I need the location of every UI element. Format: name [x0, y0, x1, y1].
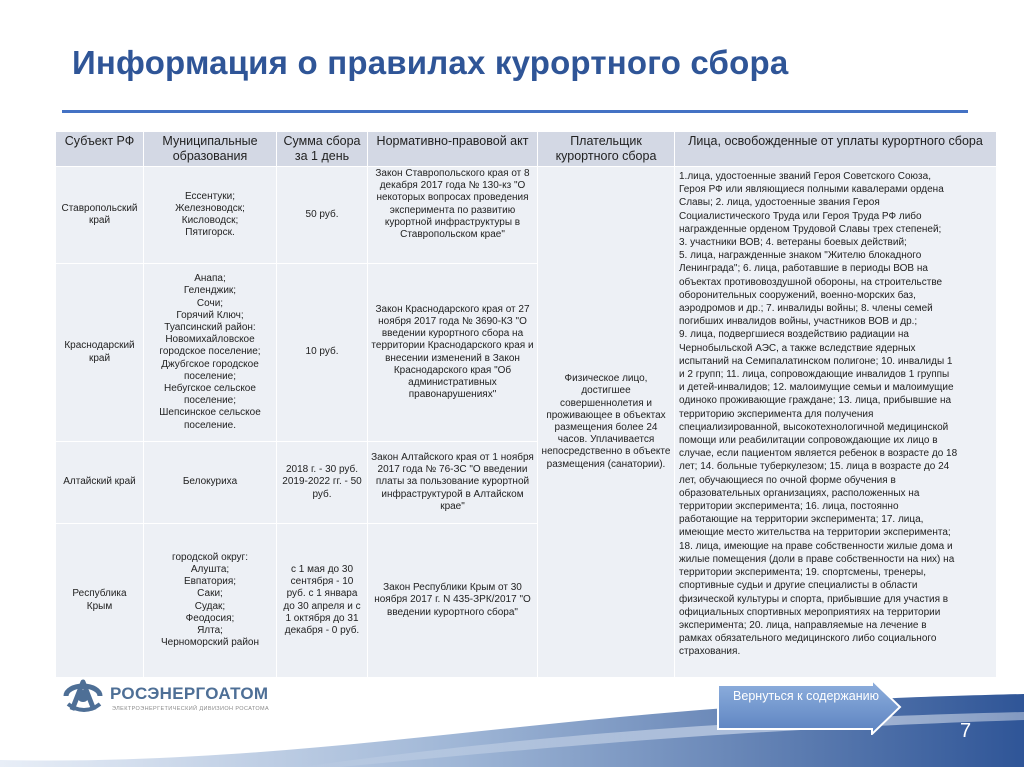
exempt-line: специализированной, высокотехнологичной медицинской — [679, 421, 949, 433]
header-law: Нормативно-правовой акт — [368, 132, 538, 167]
exempt-line: 1.лица, удостоенные званий Героя Советского Союза, — [679, 171, 931, 182]
exempt-line: имеющие место жительства на территории эксперимента; — [679, 527, 951, 539]
law-cell: Закон Алтайского края от 1 ноября 2017 года № 76-ЗС "О введении платы за пользование курортной инфраструктурой в Алтайском крае" — [368, 442, 538, 524]
exempt-line: территории эксперимента; 16. лица, постоянно — [679, 501, 899, 513]
exempt-line: лет, обучающиеся по очной форме обучения в — [679, 474, 896, 486]
law-cell: Закон Краснодарского края от 27 ноября 2017 года № 3690-КЗ "О введении курортного сбора на территории Краснодарского края и внесении изменений в Закон Краснодарского края "Об административных правонарушениях" — [368, 264, 538, 442]
exempt-line: оборонительных сооружений, военно-морских баз, — [679, 289, 916, 301]
municipal-item: Черноморский район — [161, 637, 259, 649]
header-exempt: Лица, освобожденные от уплаты курортного сбора — [675, 132, 997, 167]
exempt-line: Славы; 2. лица, удостоенные звания Героя — [679, 197, 880, 209]
exempt-line: награжденные орденом Трудовой Славы трех степеней; — [679, 223, 942, 235]
municipal-item: городское поселение; — [159, 346, 261, 358]
exempt-line: помощи или реабилитации сопровождающие их лицо в — [679, 435, 938, 447]
municipal-item: Пятигорск. — [185, 227, 235, 239]
exempt-line: Ленинграда"; 6. лица, работавшие в периоды ВОВ на — [679, 263, 928, 275]
amount-cell: с 1 мая до 30 сентября - 10 руб. с 1 январа до 30 апреля и с 1 октября до 31 декабря - 0 руб. — [277, 524, 368, 678]
page-title: Информация о правилах курортного сбора — [72, 44, 789, 81]
exempt-line: Социалистического Труда или Героя Труда РФ либо — [679, 210, 922, 222]
municipal-item: Анапа; — [194, 273, 226, 285]
resort-fee-table — [55, 131, 997, 678]
municipal-item: поселение; — [183, 370, 237, 382]
back-button-label: Вернуться к содержанию — [733, 689, 879, 703]
subject-cell: Ставропольский край — [56, 167, 144, 264]
municipal-cell — [144, 442, 277, 524]
municipal-item: Железноводск; — [175, 202, 245, 214]
municipal-item: Саки; — [197, 588, 223, 600]
header-amount: Сумма сбора за 1 день — [277, 132, 368, 167]
exempt-line: Героя РФ или являющиеся полными кавалерами ордена — [679, 184, 944, 196]
exempt-line: одиноко проживающие граждане; 13. лица, прибывшие на — [679, 395, 952, 407]
exempt-line: и детей-инвалидов; 12. малоимущие семьи и малоимущие — [679, 382, 954, 394]
exempt-line: физической культуры и спорта, прибывшие для участия в — [679, 593, 949, 605]
exempt-line: погибших инвалидов войны, участников ВОВ и др.; — [679, 316, 918, 328]
exempt-line: объектах противовоздушной обороны, на строительстве — [679, 276, 943, 288]
exempt-cell — [675, 167, 997, 678]
amount-cell: 50 руб. — [277, 167, 368, 264]
exempt-line: Чернобыльской АЭС, а также вследствие ядерных — [679, 342, 916, 354]
title-divider — [62, 110, 968, 113]
municipal-item: Ессентуки; — [184, 190, 236, 202]
municipal-cell — [144, 167, 277, 264]
municipal-item: Судак; — [194, 600, 226, 612]
header-payer: Плательщик курортного сбора — [538, 132, 675, 167]
table-header-row — [56, 132, 997, 167]
exempt-line: образовательных организациях, расположенных на — [679, 487, 920, 499]
municipal-item: Евпатория; — [183, 576, 237, 588]
exempt-line: 18. лица, имеющие на праве собственности жилые дома и — [679, 540, 953, 552]
law-cell: Закон Ставропольского края от 8 декабря 2017 года № 130-кз "О некоторых вопросах проведения эксперимента по развитию курортной инфраструктуры в Ставропольском крае" — [368, 167, 538, 264]
exempt-line: территории эксперимента; 19. спортсмены, тренеры, — [679, 567, 927, 579]
law-cell: Закон Республики Крым от 30 ноября 2017 г. N 435-ЗРК/2017 "О введении курортного сбора" — [368, 524, 538, 678]
municipal-item: Небугское сельское — [164, 383, 256, 394]
municipal-item: Кисловодск; — [181, 215, 239, 226]
exempt-line: и 2 групп; 11. лица, сопровождающие инвалидов 1 группы — [679, 369, 950, 381]
municipal-item: Геленджик; — [183, 285, 237, 297]
municipal-item: Феодосия; — [185, 612, 235, 624]
amount-cell: 2018 г. - 30 руб. 2019-2022 гг. - 50 руб. — [277, 442, 368, 524]
municipal-item: Джубгское городское — [161, 358, 259, 370]
municipal-item: Сочи; — [196, 297, 224, 309]
exempt-line: случае, если пациентом является ребенок в возрасте до 18 — [679, 448, 958, 460]
subject-cell: Республика Крым — [56, 524, 144, 678]
table-row — [56, 167, 997, 264]
exempt-line: 5. лица, награжденные знаком "Жителю блокадного — [679, 250, 922, 262]
exempt-line: испытаний на Семипалатинском полигоне; 10. инвалиды 1 — [679, 355, 953, 367]
subject-cell: Алтайский край — [56, 442, 144, 524]
municipal-cell — [144, 524, 277, 678]
exempt-line: эксперимента; 20. лица, направляемые на лечение в — [679, 619, 927, 631]
company-logo — [60, 676, 320, 716]
amount-cell: 10 руб. — [277, 264, 368, 442]
logo-subtitle: ЭЛЕКТРОЭНЕРГЕТИЧЕСКИЙ ДИВИЗИОН РОСАТОМА — [112, 706, 270, 712]
municipal-item: Новомихайловское — [165, 334, 255, 346]
back-to-contents-button[interactable] — [716, 679, 906, 735]
exempt-line: 3. участники ВОВ; 4. ветераны боевых действий; — [679, 237, 907, 249]
municipal-item: Горячий Ключ; — [176, 309, 244, 321]
municipal-cell — [144, 264, 277, 442]
exempt-line: территорию эксперимента для получения — [679, 408, 874, 420]
payer-cell: Физическое лицо, достигшее совершеннолетия и проживающее в объектах размещения более 24 часов. Уплачивается непосредственно в объекте размещения (санатории). — [538, 167, 675, 678]
municipal-item: городской округ: — [172, 551, 248, 563]
exempt-line: рамках обязательного медицинского либо социального — [679, 633, 937, 645]
header-municipal: Муниципальные образования — [144, 132, 277, 167]
municipal-item: Алушта; — [190, 563, 230, 575]
exempt-line: 9. лица, подвергшиеся воздействию радиации на — [679, 329, 909, 341]
municipal-item: поселение; — [183, 395, 237, 407]
exempt-line: работающие на территории эксперимента; 17. лица, — [679, 514, 924, 526]
municipal-item: Ялта; — [197, 624, 223, 636]
exempt-line: жилые помещения (доли в праве собственности на них) на — [679, 553, 955, 565]
header-subject: Субъект РФ — [56, 132, 144, 167]
subject-cell: Краснодарский край — [56, 264, 144, 442]
atom-logo-icon — [60, 676, 106, 716]
municipal-item: Белокуриха — [182, 476, 238, 488]
exempt-line: спортивные судьи и другие специалисты в области — [679, 580, 918, 592]
municipal-item: поселение. — [183, 419, 237, 431]
exempt-line: страхования. — [679, 646, 741, 658]
exempt-line: лет; 14. больные туберкулезом; 15. лица в возрасте до 24 — [679, 461, 950, 473]
logo-name: РОСЭНЕРГОАТОМ — [110, 684, 269, 703]
municipal-item: Шепсинское сельское — [159, 407, 261, 419]
exempt-line: официальных спортивных мероприятиях на территории — [679, 606, 941, 618]
municipal-item: Туапсинский район: — [164, 321, 256, 333]
page-number: 7 — [960, 720, 972, 742]
exempt-line: аэродромов и др.; 7. инвалиды войны; 8. члены семей — [679, 303, 933, 315]
